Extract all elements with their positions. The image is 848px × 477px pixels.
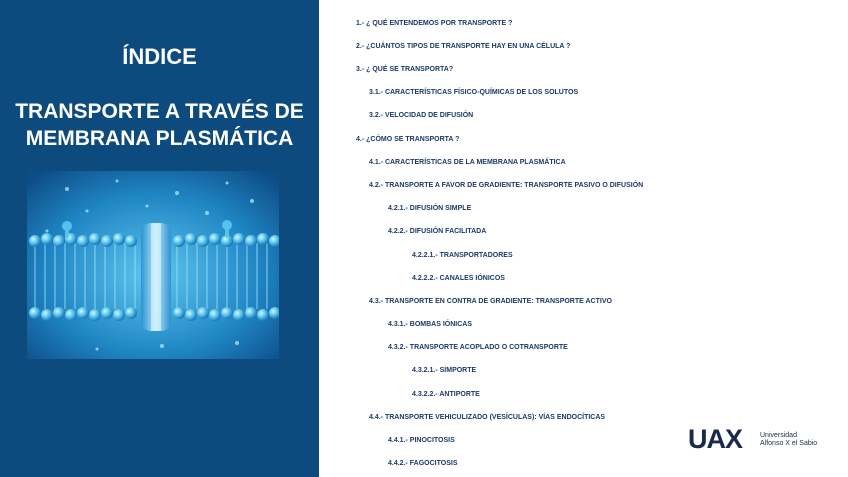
toc-item[interactable]: 4.2.2.- DIFUSIÓN FACILITADA	[388, 228, 487, 235]
logo-line-1: Universidad	[760, 432, 797, 439]
toc-item[interactable]: 1.- ¿ QUÉ ENTENDEMOS POR TRANSPORTE ?	[356, 20, 513, 27]
index-title: ÍNDICE	[122, 44, 197, 69]
toc-item[interactable]: 2.- ¿CUÁNTOS TIPOS DE TRANSPORTE HAY EN UNA CÉLULA ?	[356, 43, 571, 50]
presentation-title-line-1: TRANSPORTE A TRAVÉS DE	[15, 100, 304, 123]
membrane-illustration	[27, 171, 279, 359]
toc-item[interactable]: 4.2.2.2.- CANALES IÓNICOS	[412, 275, 505, 282]
toc-item[interactable]: 4.4.1.- PINOCITOSIS	[388, 437, 455, 444]
toc-item[interactable]: 4.4.- TRANSPORTE VEHICULIZADO (VESÍCULAS): VÍAS ENDOCÍTICAS	[369, 414, 606, 421]
toc-item[interactable]: 4.3.2.1.- SIMPORTE	[412, 367, 477, 374]
logo-subtitle	[760, 432, 817, 448]
logo-mark: UAX	[688, 424, 743, 454]
cover-panel	[0, 0, 319, 477]
channel-protein	[141, 223, 171, 331]
toc-item[interactable]: 3.2.- VELOCIDAD DE DIFUSIÓN	[369, 112, 474, 119]
toc-item[interactable]: 4.1.- CARACTERÍSTICAS DE LA MEMBRANA PLASMÁTICA	[369, 159, 566, 166]
toc-item[interactable]: 4.3.2.- TRANSPORTE ACOPLADO O COTRANSPORTE	[388, 344, 568, 351]
toc-item[interactable]: 4.2.2.1.- TRANSPORTADORES	[412, 252, 513, 259]
toc-item[interactable]: 4.- ¿CÓMO SE TRANSPORTA ?	[356, 136, 460, 143]
toc-item[interactable]: 3.- ¿ QUÉ SE TRANSPORTA?	[356, 66, 454, 73]
toc-item[interactable]: 4.2.- TRANSPORTE A FAVOR DE GRADIENTE: TRANSPORTE PASIVO O DIFUSIÓN	[369, 182, 644, 189]
presentation-title	[0, 98, 319, 152]
toc-item[interactable]: 4.3.2.2.- ANTIPORTE	[412, 391, 480, 398]
university-logo	[688, 424, 828, 454]
toc-item[interactable]: 4.3.1.- BOMBAS IÓNICAS	[388, 321, 473, 328]
toc-item[interactable]: 4.4.2.- FAGOCITOSIS	[388, 460, 458, 467]
toc-item[interactable]: 3.1.- CARACTERÍSTICAS FÍSICO-QUÍMICAS DE LOS SOLUTOS	[369, 89, 579, 96]
logo-line-2: Alfonso X el Sabio	[760, 440, 818, 447]
presentation-title-line-2: MEMBRANA PLASMÁTICA	[25, 127, 294, 150]
toc-item[interactable]: 4.3.- TRANSPORTE EN CONTRA DE GRADIENTE: TRANSPORTE ACTIVO	[369, 298, 612, 305]
toc-item[interactable]: 4.2.1.- DIFUSIÓN SIMPLE	[388, 205, 472, 212]
